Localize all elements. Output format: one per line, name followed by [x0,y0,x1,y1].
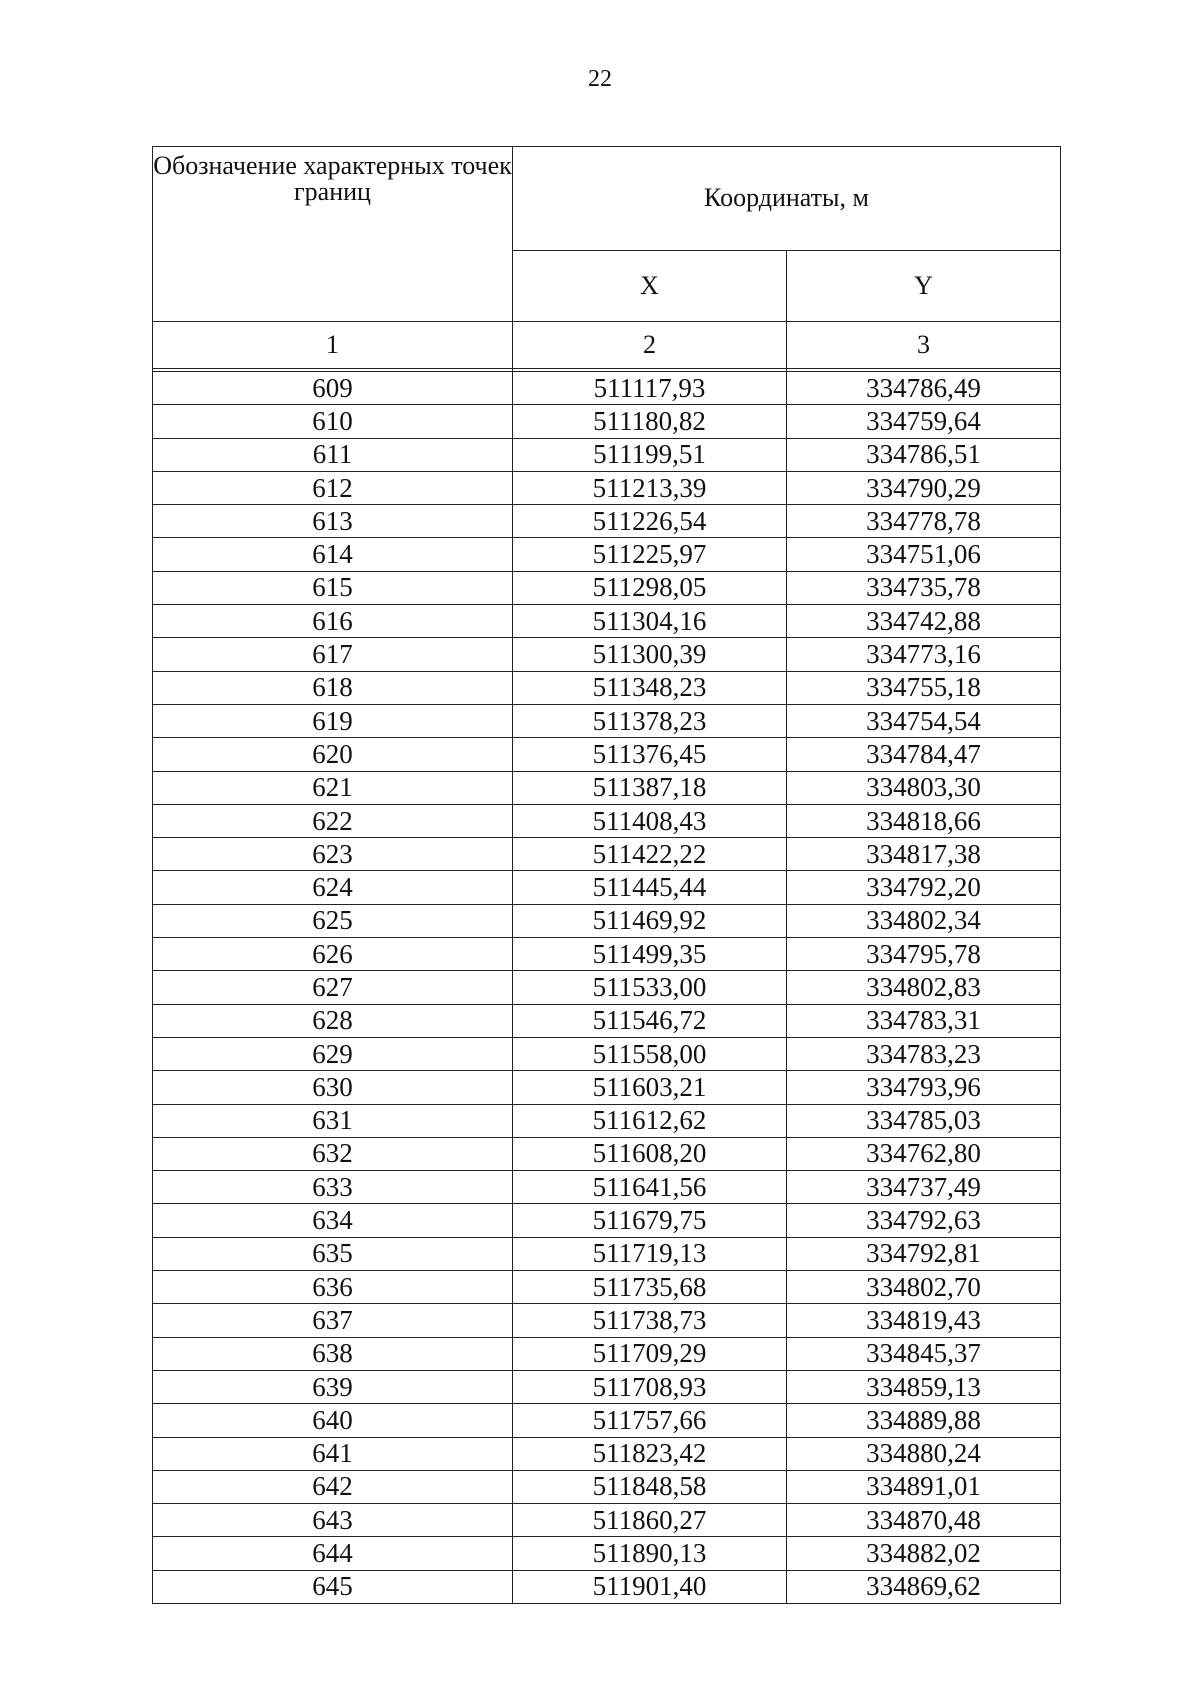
table-row [153,1504,1061,1537]
x-coordinate-cell: 511469,92 [513,904,787,937]
x-coordinate-cell: 511213,39 [513,471,787,504]
point-cell: 631 [153,1104,513,1137]
point-cell: 611 [153,438,513,471]
point-cell: 638 [153,1337,513,1370]
table-row [153,1037,1061,1070]
table-body [153,372,1061,1604]
x-coordinate-cell: 511738,73 [513,1304,787,1337]
x-coordinate-cell: 511823,42 [513,1437,787,1470]
y-coordinate-cell: 334778,78 [787,505,1061,538]
y-coordinate-cell: 334891,01 [787,1470,1061,1503]
table-row [153,1370,1061,1403]
designation-header [153,147,513,322]
point-cell: 609 [153,372,513,405]
x-coordinate-cell: 511708,93 [513,1370,787,1403]
x-coordinate-cell: 511679,75 [513,1204,787,1237]
x-coordinate-cell: 511422,22 [513,838,787,871]
y-coordinate-cell: 334869,62 [787,1570,1061,1603]
x-coordinate-cell: 511378,23 [513,704,787,737]
table-row [153,1537,1061,1570]
point-cell: 622 [153,804,513,837]
y-coordinate-cell: 334802,70 [787,1271,1061,1304]
x-coordinate-cell: 511225,97 [513,538,787,571]
point-cell: 640 [153,1404,513,1437]
y-coordinate-cell: 334802,34 [787,904,1061,937]
table-row [153,1004,1061,1037]
point-cell: 633 [153,1171,513,1204]
y-coordinate-cell: 334783,23 [787,1037,1061,1070]
y-coordinate-cell: 334785,03 [787,1104,1061,1137]
table-row [153,1437,1061,1470]
x-coordinate-cell: 511901,40 [513,1570,787,1603]
table-row [153,538,1061,571]
point-cell: 627 [153,971,513,1004]
point-cell: 616 [153,605,513,638]
point-cell: 618 [153,671,513,704]
point-cell: 612 [153,471,513,504]
y-coordinate-cell: 334786,49 [787,372,1061,405]
point-cell: 643 [153,1504,513,1537]
x-coordinate-cell: 511608,20 [513,1137,787,1170]
table-row [153,871,1061,904]
x-coordinate-cell: 511445,44 [513,871,787,904]
x-coordinate-cell: 511499,35 [513,938,787,971]
y-coordinate-cell: 334751,06 [787,538,1061,571]
x-header: X [513,250,787,321]
y-coordinate-cell: 334880,24 [787,1437,1061,1470]
table-row [153,838,1061,871]
y-coordinate-cell: 334754,54 [787,704,1061,737]
point-cell: 613 [153,505,513,538]
point-cell: 620 [153,738,513,771]
point-cell: 615 [153,571,513,604]
x-coordinate-cell: 511719,13 [513,1237,787,1270]
y-coordinate-cell: 334870,48 [787,1504,1061,1537]
y-coordinate-cell: 334759,64 [787,405,1061,438]
table-row [153,438,1061,471]
table-row [153,704,1061,737]
x-coordinate-cell: 511709,29 [513,1337,787,1370]
x-coordinate-cell: 511298,05 [513,571,787,604]
y-coordinate-cell: 334889,88 [787,1404,1061,1437]
table-row [153,1404,1061,1437]
x-coordinate-cell: 511558,00 [513,1037,787,1070]
table-row [153,505,1061,538]
point-cell: 623 [153,838,513,871]
x-coordinate-cell: 511612,62 [513,1104,787,1137]
y-coordinate-cell: 334792,20 [787,871,1061,904]
point-cell: 639 [153,1370,513,1403]
x-coordinate-cell: 511180,82 [513,405,787,438]
table-row [153,405,1061,438]
y-coordinate-cell: 334755,18 [787,671,1061,704]
table-row [153,1104,1061,1137]
y-coordinate-cell: 334792,81 [787,1237,1061,1270]
column-number-1: 1 [153,322,513,369]
table-row [153,372,1061,405]
coordinates-header: Координаты, м [513,147,1061,251]
x-coordinate-cell: 511641,56 [513,1171,787,1204]
point-cell: 626 [153,938,513,971]
x-coordinate-cell: 511226,54 [513,505,787,538]
coordinates-table [152,146,1061,1604]
table-row [153,1171,1061,1204]
y-coordinate-cell: 334817,38 [787,838,1061,871]
x-coordinate-cell: 511546,72 [513,1004,787,1037]
point-cell: 642 [153,1470,513,1503]
table-row [153,1271,1061,1304]
table-row [153,605,1061,638]
y-coordinate-cell: 334773,16 [787,638,1061,671]
point-cell: 635 [153,1237,513,1270]
table-row [153,971,1061,1004]
point-cell: 634 [153,1204,513,1237]
point-cell: 632 [153,1137,513,1170]
table-row [153,1237,1061,1270]
table-row [153,1470,1061,1503]
x-coordinate-cell: 511348,23 [513,671,787,704]
y-coordinate-cell: 334737,49 [787,1171,1061,1204]
x-coordinate-cell: 511757,66 [513,1404,787,1437]
point-cell: 617 [153,638,513,671]
table-row [153,804,1061,837]
page-number: 22 [588,66,612,92]
y-coordinate-cell: 334793,96 [787,1071,1061,1104]
designation-header-text: Обозначение характерных точек границ [153,151,512,206]
x-coordinate-cell: 511300,39 [513,638,787,671]
point-cell: 614 [153,538,513,571]
table-row [153,1337,1061,1370]
y-coordinate-cell: 334762,80 [787,1137,1061,1170]
x-coordinate-cell: 511603,21 [513,1071,787,1104]
y-coordinate-cell: 334783,31 [787,1004,1061,1037]
table-row [153,1071,1061,1104]
x-coordinate-cell: 511735,68 [513,1271,787,1304]
y-coordinate-cell: 334742,88 [787,605,1061,638]
y-coordinate-cell: 334802,83 [787,971,1061,1004]
table-row [153,904,1061,937]
y-header: Y [787,250,1061,321]
y-coordinate-cell: 334790,29 [787,471,1061,504]
point-cell: 625 [153,904,513,937]
y-coordinate-cell: 334819,43 [787,1304,1061,1337]
point-cell: 621 [153,771,513,804]
x-coordinate-cell: 511890,13 [513,1537,787,1570]
point-cell: 630 [153,1071,513,1104]
table-row [153,471,1061,504]
x-coordinate-cell: 511848,58 [513,1470,787,1503]
point-cell: 645 [153,1570,513,1603]
table-row [153,738,1061,771]
column-number-3: 3 [787,322,1061,369]
point-cell: 624 [153,871,513,904]
x-coordinate-cell: 511387,18 [513,771,787,804]
y-coordinate-cell: 334784,47 [787,738,1061,771]
table-header [153,147,1061,372]
x-coordinate-cell: 511408,43 [513,804,787,837]
y-coordinate-cell: 334786,51 [787,438,1061,471]
table-row [153,1570,1061,1603]
column-number-2: 2 [513,322,787,369]
point-cell: 636 [153,1271,513,1304]
y-coordinate-cell: 334795,78 [787,938,1061,971]
point-cell: 619 [153,704,513,737]
point-cell: 629 [153,1037,513,1070]
table-row [153,1204,1061,1237]
x-coordinate-cell: 511860,27 [513,1504,787,1537]
y-coordinate-cell: 334818,66 [787,804,1061,837]
y-coordinate-cell: 334803,30 [787,771,1061,804]
x-coordinate-cell: 511376,45 [513,738,787,771]
point-cell: 641 [153,1437,513,1470]
y-coordinate-cell: 334882,02 [787,1537,1061,1570]
table-row [153,1304,1061,1337]
y-coordinate-cell: 334845,37 [787,1337,1061,1370]
point-cell: 610 [153,405,513,438]
point-cell: 637 [153,1304,513,1337]
y-coordinate-cell: 334735,78 [787,571,1061,604]
table-row [153,571,1061,604]
table-row [153,638,1061,671]
table-row [153,938,1061,971]
table-row [153,671,1061,704]
x-coordinate-cell: 511117,93 [513,372,787,405]
x-coordinate-cell: 511304,16 [513,605,787,638]
point-cell: 644 [153,1537,513,1570]
table-row [153,771,1061,804]
x-coordinate-cell: 511533,00 [513,971,787,1004]
x-coordinate-cell: 511199,51 [513,438,787,471]
y-coordinate-cell: 334792,63 [787,1204,1061,1237]
y-coordinate-cell: 334859,13 [787,1370,1061,1403]
point-cell: 628 [153,1004,513,1037]
table-row [153,1137,1061,1170]
